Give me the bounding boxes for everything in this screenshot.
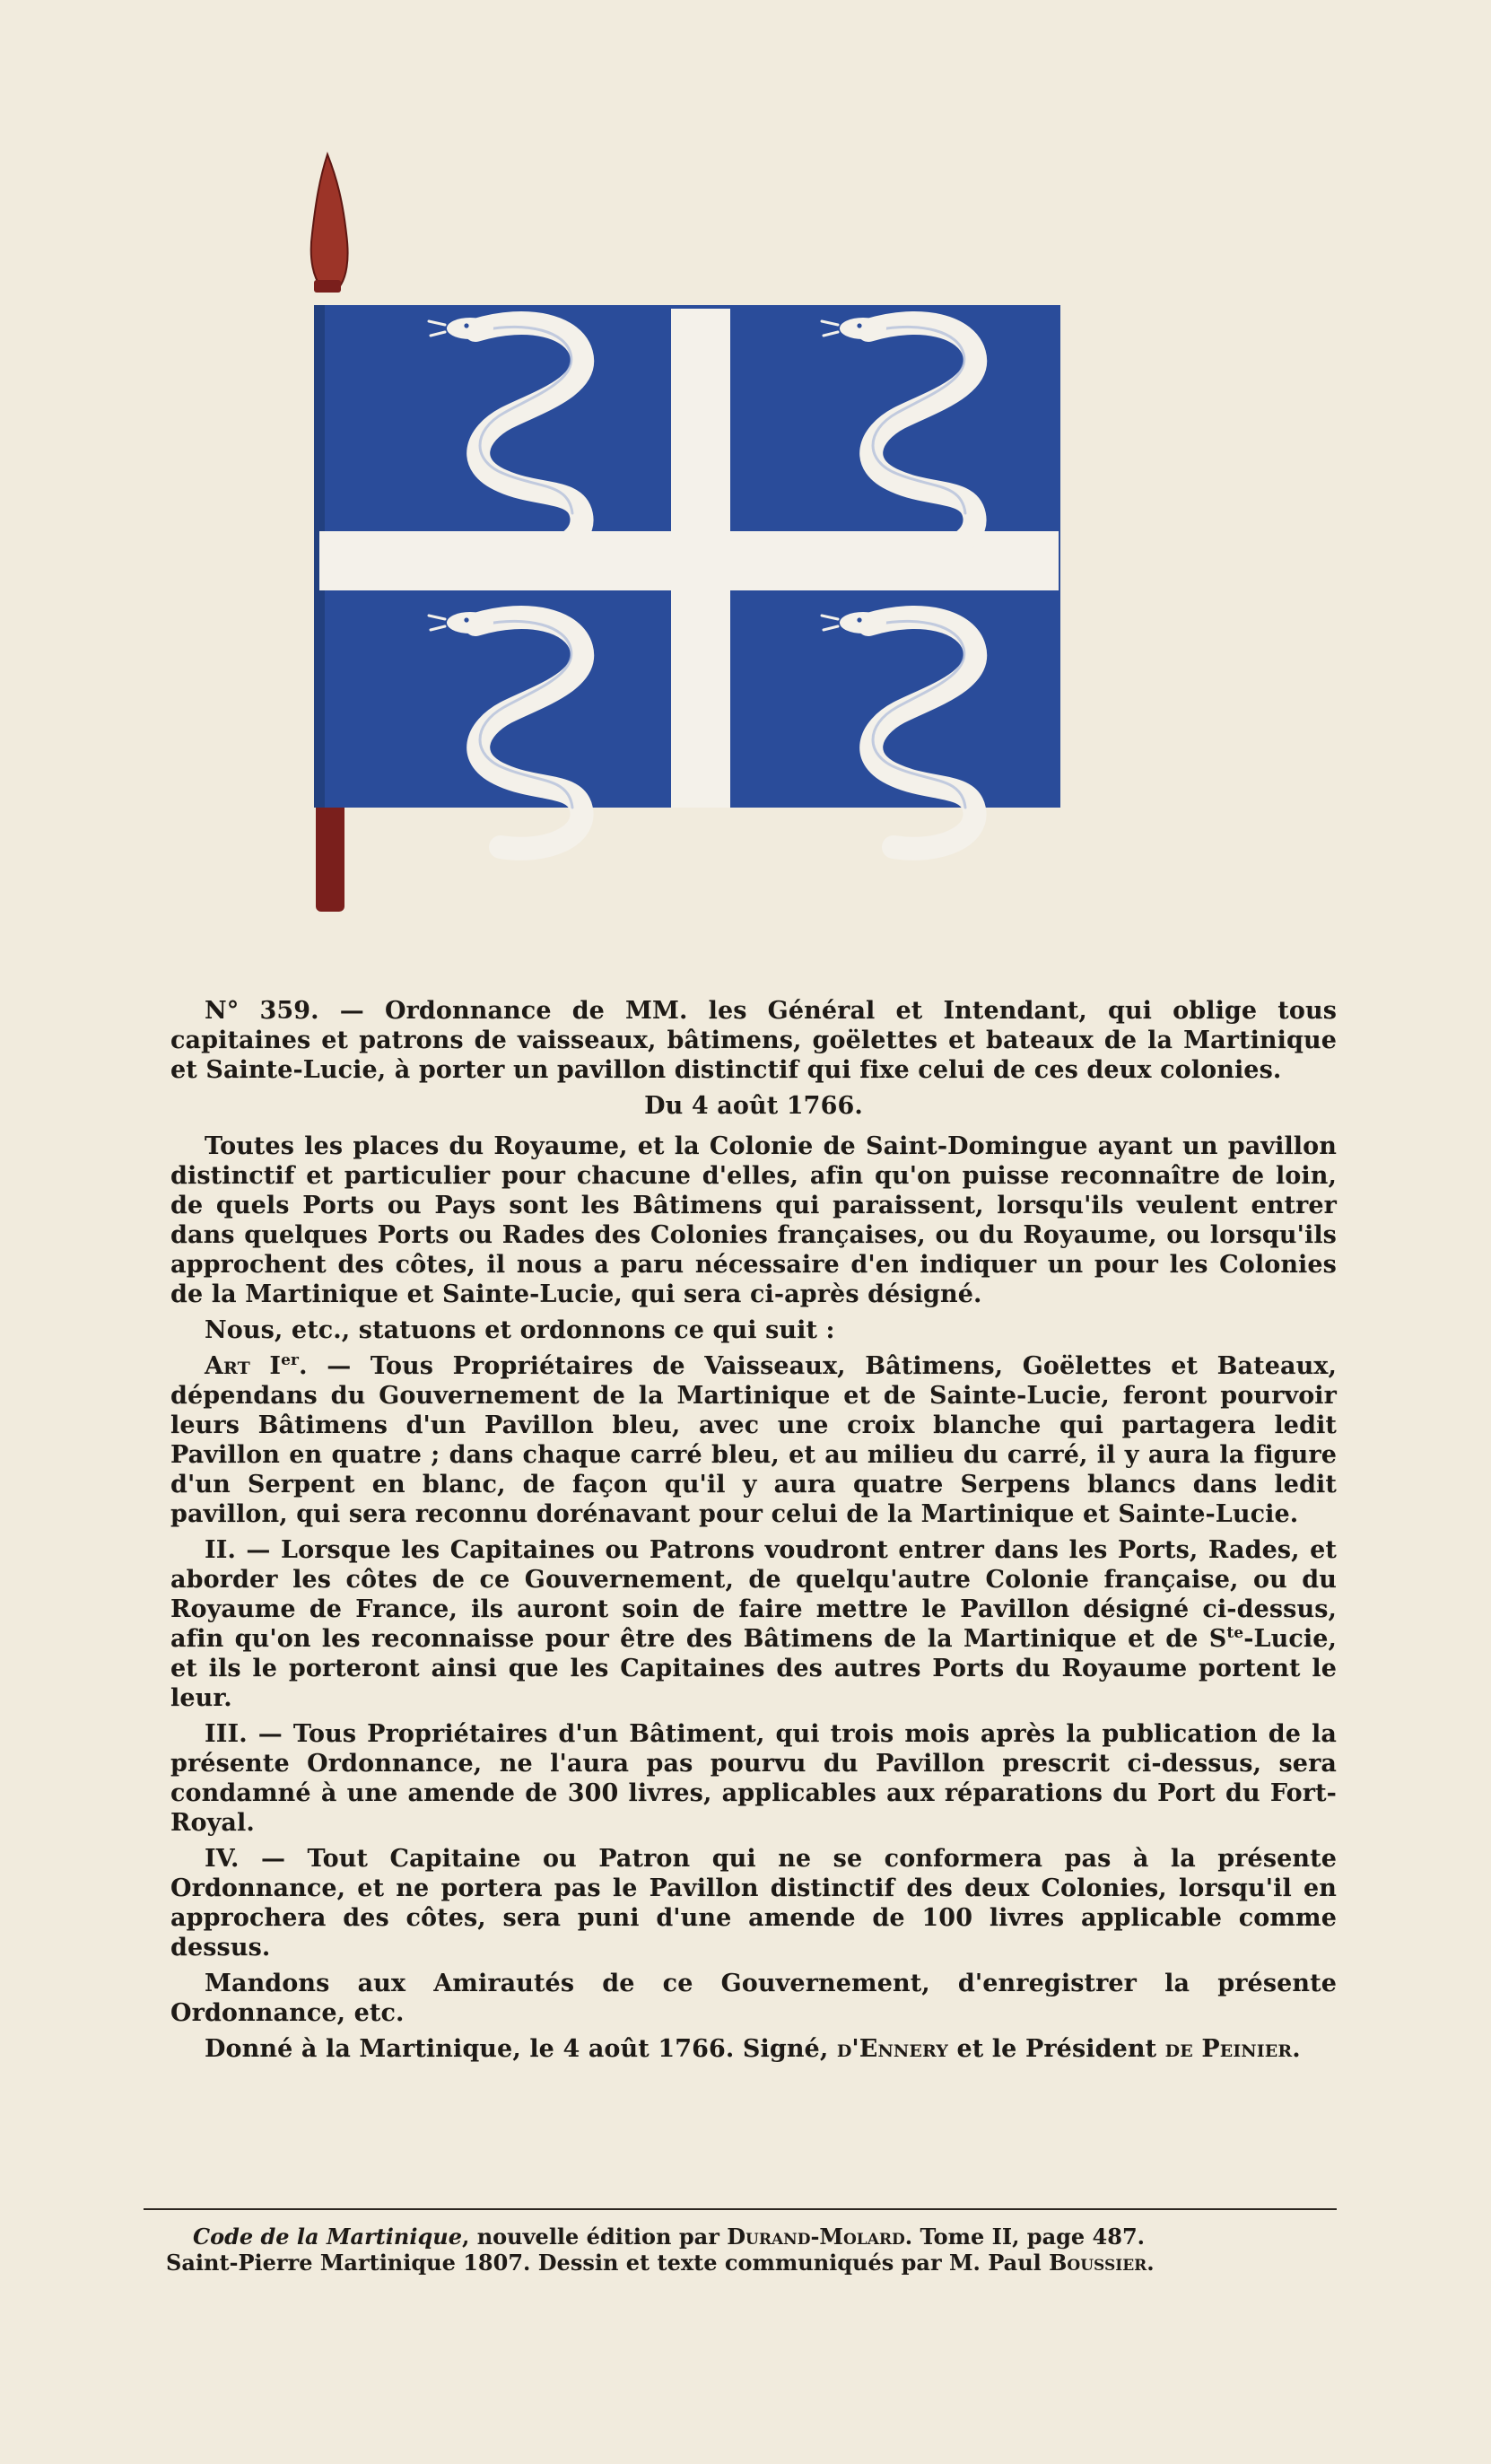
source-text-a: , nouvelle édition par xyxy=(461,2224,728,2250)
footnote-line-2 xyxy=(166,2250,1341,2276)
article-4: IV. — Tout Capitaine ou Patron qui ne se conformera pas à la présente Ordonnance, et ne portera pas le Pavillon distinctif des deux Colonies, lorsqu'il en approchera des côtes, sera puni d'une amende de 100 livres applicable comme dessus. xyxy=(170,1845,1337,1962)
ordinance-number: N° 359. xyxy=(205,997,319,1025)
statuons-paragraph: Nous, etc., statuons et ordonnons ce qui suit : xyxy=(205,1316,835,1344)
footnote-line-1 xyxy=(166,2224,1341,2250)
article-1-label: Art I xyxy=(205,1352,282,1380)
signature-text-a: Donné à la Martinique, le 4 août 1766. Signé, xyxy=(205,2035,837,2063)
article-2-text-a: II. — Lorsque les Capitaines ou Patrons voudront entrer dans les Ports, Rades, et aborder les côtes de ce Gouvernement, de quelqu'autre Colonie française, ou du Royaume de France, ils auront soin de faire mettre le Pavillon désigné ci-dessus, afin qu'on les reconnaisse pour être des Bâtimens de la Martinique et de S xyxy=(170,1536,1337,1653)
ordinance-date: Du 4 août 1766. xyxy=(644,1092,863,1120)
footnote-divider xyxy=(144,2208,1337,2210)
source-footnote xyxy=(166,2224,1341,2276)
footnote-line-2-text: Saint-Pierre Martinique 1807. Dessin et texte communiqués par M. Paul xyxy=(166,2250,1050,2276)
article-2-sup: te xyxy=(1226,1624,1244,1642)
source-text-b: . Tome II, page 487. xyxy=(904,2224,1145,2250)
ordinance-heading xyxy=(170,996,1337,1085)
martinique-flag-illustration xyxy=(287,144,1077,933)
footnote-line-2-end: . xyxy=(1147,2250,1155,2276)
article-2 xyxy=(170,1535,1337,1713)
flagpole-finial xyxy=(311,154,348,287)
article-3: III. — Tous Propriétaires d'un Bâtiment, qui trois mois après la publication de la présente Ordonnance, ne l'aura pas pourvu du Pavillon prescrit ci-dessus, sera condamné à une amende de 300 livres, applicables aux réparations du Port du Fort-Royal. xyxy=(170,1720,1337,1837)
signature-paragraph xyxy=(170,2034,1337,2064)
footnote-contributor: Boussier xyxy=(1049,2250,1147,2276)
article-1 xyxy=(170,1351,1337,1529)
signature-peinier: de Peinier xyxy=(1164,2035,1293,2063)
preamble-paragraph: Toutes les places du Royaume, et la Colonie de Saint-Domingue ayant un pavillon distinctif et particulier pour chacune d'elles, afin qu'on puisse reconnaître de loin, de quels Ports ou Pays sont les Bâtimens qui paraissent, lorsqu'ils veulent entrer dans quelques Ports ou Rades des Colonies françaises, ou du Royaume, ou lorsqu'ils approchent des côtes, il nous a paru nécessaire d'en indiquer un pour les Colonies de la Martinique et Sainte-Lucie, qui sera ci-après désigné. xyxy=(170,1132,1337,1308)
ordinance-text xyxy=(170,996,1337,2070)
article-1-text: . — Tous Propriétaires de Vaisseaux, Bâtimens, Goëlettes et Bateaux, dépendans du Gouvernement de la Martinique et de Sainte-Lucie, feront pourvoir leurs Bâtimens d'un Pavillon bleu, avec une croix blanche qui partagera ledit Pavillon en quatre ; dans chaque carré bleu, et au milieu du carré, il y aura la figure d'un Serpent en blanc, de façon qu'il y aura quatre Serpens blancs dans ledit pavillon, qui sera reconnu dorénavant pour celui de la Martinique et Sainte-Lucie. xyxy=(170,1352,1337,1528)
signature-text-b: et le Président xyxy=(947,2035,1165,2063)
mandons-paragraph: Mandons aux Amirautés de ce Gouvernement, d'enregistrer la présente Ordonnance, etc. xyxy=(170,1970,1337,2027)
article-1-sup: er xyxy=(281,1351,300,1369)
ordinance-title: — Ordonnance de MM. les Général et Intendant, qui oblige tous capitaines et patrons de vaisseaux, bâtimens, goëlettes et bateaux de la Martinique et Sainte-Lucie, à porter un pavillon distinctif qui fixe celui de ces deux colonies. xyxy=(170,997,1337,1084)
flag-svg xyxy=(287,144,1077,933)
source-editor: Durand-Molard xyxy=(727,2224,905,2250)
source-title: Code de la Martinique xyxy=(193,2224,462,2250)
signature-ennery: d'Ennery xyxy=(836,2035,948,2063)
signature-end: . xyxy=(1292,2035,1301,2063)
article-2-text-b: -Lucie, et ils le porteront ainsi que les Capitaines des autres Ports du Royaume portent le leur. xyxy=(170,1625,1337,1712)
